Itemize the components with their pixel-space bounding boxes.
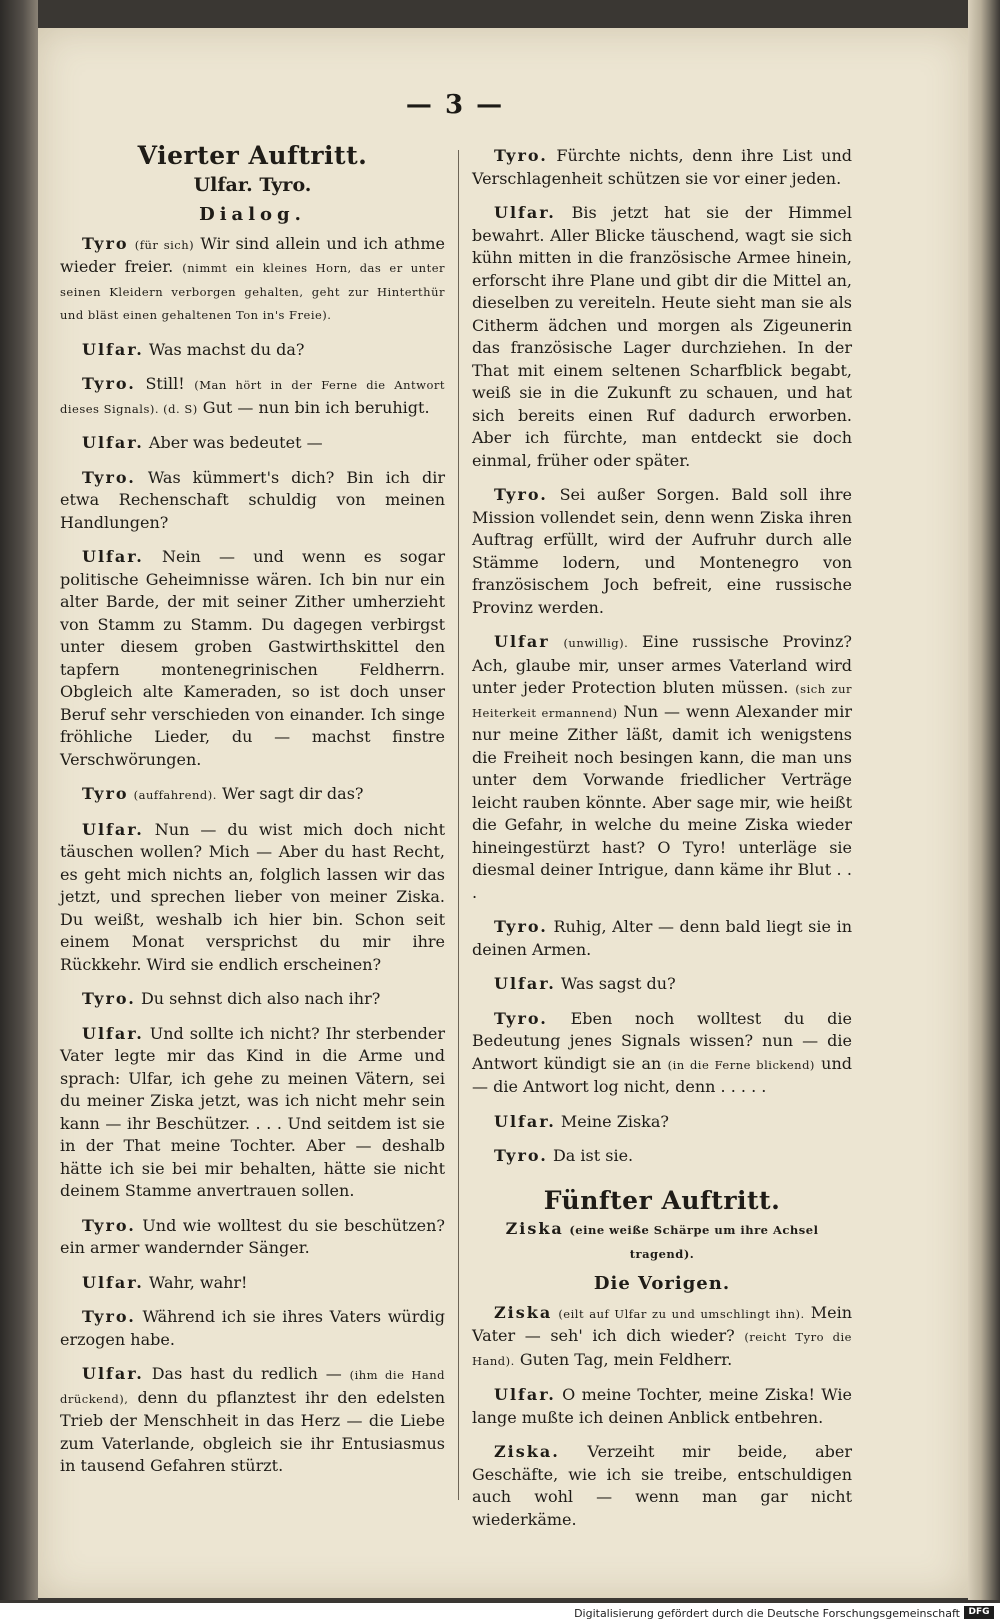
spoken-text: Bis jetzt hat sie der Himmel bewahrt. Aller Blicke täuschend, wagt sie sich kühn mitten in die französische Armee hinein, erforscht ihre Plane und gibt dir die Mittel an, dieselben zu vereiteln. Heute sieht man sie als Citherm ädchen und morgen als Zigeunerin das französische Lager durchziehen. In der That mit einem seltenen Scharfblick begabt, weiß sie in die Zukunft zu schauen, und hat sich bereits einen Ruf dadurch erworben. Aber ich fürchte, man entdeckt sie doch einmal, früher oder später. [472, 203, 852, 470]
speaker-name: Ulfar. [494, 1111, 556, 1131]
speaker-name: Ulfar. [82, 1364, 144, 1383]
speaker-name: Tyro. [494, 485, 548, 504]
dialogue-line [60, 339, 445, 362]
speaker-name: Tyro. [494, 1008, 548, 1028]
spoken-text: Was sagst du? [560, 974, 676, 993]
dialogue-line [472, 202, 852, 472]
spoken-text: Was kümmert's dich? Bin ich dir etwa Rechenschaft schuldig von meinen Handlungen? [60, 467, 445, 532]
speaker-name: Ziska. [494, 1442, 560, 1461]
column-divider [458, 150, 459, 1500]
dialogue-line [472, 1111, 852, 1134]
dialogue-line [472, 1384, 852, 1429]
scene-cast: Ulfar. Tyro. [193, 173, 312, 196]
dialogue-line [472, 1302, 852, 1373]
spoken-text: Du sehnst dich also nach ihr? [140, 989, 381, 1008]
spoken-text: Wir sind allein und ich athme wieder freier. [60, 233, 445, 276]
stage-direction: (auffahrend). [133, 788, 217, 802]
scene-cast [472, 1218, 852, 1265]
speaker-name: Tyro. [494, 1146, 548, 1165]
dialogue-line [472, 916, 852, 961]
stage-direction: (nimmt ein kleines Horn, das er unter seinen Kleidern verborgen gehalten, geht zur Hinterthür und bläst einen gehaltenen Ton in's Freie). [60, 261, 446, 322]
dialogue-line [472, 1441, 852, 1531]
dialogue-line [472, 1145, 852, 1168]
book-spine [0, 0, 38, 1600]
speaker-name: Ulfar. [82, 339, 144, 359]
speaker-name: Tyro. [82, 374, 136, 393]
cast-name: Ziska [505, 1219, 564, 1238]
dialogue-line [472, 484, 852, 619]
speaker-name: Tyro. [82, 467, 136, 487]
scene-title: Fünfter Auftritt. [543, 1185, 781, 1215]
spoken-text: Meine Ziska? [560, 1111, 669, 1131]
speaker-name: Tyro [82, 784, 129, 803]
spoken-text: Das hast du redlich — [151, 1364, 342, 1383]
stage-direction: (eilt auf Ulfar zu und umschlingt ihn). [558, 1306, 805, 1321]
dialogue-line [60, 819, 445, 977]
stage-direction: (unwillig). [563, 636, 629, 650]
speaker-name: Ulfar. [82, 433, 144, 452]
spoken-text: Was machst du da? [148, 339, 305, 359]
spoken-text: Verzeiht mir beide, aber Geschäfte, wie ich sie treibe, entschuldigen auch wohl — wenn man gar nicht wiederkäme. [472, 1442, 852, 1529]
stage-direction: (Man hört in der Ferne die Antwort dieses Signals). (d. S) [60, 378, 446, 416]
spoken-text: Gut — nun bin ich beruhigt. [202, 397, 430, 417]
spoken-text: Und wie wolltest du sie beschützen? ein armer wandernder Sänger. [60, 1215, 445, 1257]
spoken-text: Nun — du wist mich doch nicht täuschen wollen? Mich — Aber du hast Recht, es geht mich nichts an, folglich lassen wir das jetzt, und sprechen lieber von meiner Ziska. Du weißt, weshalb ich hier bin. Schon seit einem Monat versprichst du mir ihre Rückkehr. Wird sie endlich erscheinen? [60, 819, 445, 974]
speaker-name: Tyro [82, 233, 129, 253]
dialogue-list [472, 1302, 852, 1532]
dialogue-line [60, 373, 445, 420]
dialogue-line [60, 783, 445, 807]
spoken-text: Ruhig, Alter — denn bald liegt sie in deinen Armen. [472, 917, 852, 959]
dialogue-line [472, 1008, 852, 1099]
speaker-name: Ulfar. [494, 1385, 556, 1404]
dialogue-line [60, 467, 445, 535]
speaker-name: Tyro. [82, 989, 136, 1008]
stage-direction: (für sich) [134, 237, 195, 252]
dialogue-line [60, 1023, 445, 1203]
spoken-text: Nun — wenn Alexander mir nur meine Zither läßt, damit ich wenigstens die Freiheit noch besingen kann, die man uns unter dem Vorwande friedlicher Verträge leicht rauben könnte. Aber sage mir, wie heißt die Gefahr, in welche du meine Ziska wieder hineingestürzt hast? O Tyro! unterläge sie diesmal deiner Intrigue, dann käme ihr Blut . . . [472, 701, 852, 902]
stage-direction: (ihm die Hand drückend), [60, 1368, 445, 1406]
spoken-text: Und sollte ich nicht? Ihr sterbender Vater legte mir das Kind in die Arme und sprach: Ulfar, ich gehe zu meinen Vätern, sei du meiner Ziska jetzt, was ich nicht mehr sein kann — ihr Beschützer. . . . Und seitdem ist sie in der That meine Tochter. Aber — deshalb hätte ich sie bei mir behalten, hätte sie nicht deinem Stamme anvertrauen sollen. [60, 1023, 445, 1200]
dialogue-line [60, 1215, 445, 1260]
right-column [472, 145, 852, 1543]
speaker-name: Ulfar [494, 632, 550, 651]
spoken-text: Wer sagt dir das? [221, 784, 364, 803]
left-column [60, 141, 446, 1490]
dialogue-line [60, 233, 445, 327]
spoken-text: Aber was bedeutet — [148, 433, 323, 452]
spoken-text: Da ist sie. [552, 1146, 634, 1165]
spoken-text: O meine Tochter, meine Ziska! Wie lange mußte ich deinen Anblick entbehren. [472, 1385, 852, 1427]
dialogue-line [60, 1272, 445, 1295]
speaker-name: Ulfar. [82, 819, 144, 839]
scene-subtitle: Dialog. [199, 204, 306, 225]
dialogue-line [472, 145, 852, 190]
stage-direction: (sich zur Heiterkeit ermannend) [472, 682, 852, 720]
page-number: — 3 — [405, 90, 505, 120]
dfg-logo: DFG [964, 1606, 994, 1619]
spoken-text: Eben noch wolltest du die Bedeutung jenes Signals wissen? nun — die Antwort kündigt sie an [472, 1008, 853, 1073]
dialogue-line [472, 631, 852, 904]
dialogue-line [60, 546, 445, 771]
stage-direction: (reicht Tyro die Hand). [472, 1330, 852, 1368]
spoken-text: Während ich sie ihres Vaters würdig erzogen habe. [60, 1307, 445, 1349]
dialogue-line [60, 988, 445, 1011]
speaker-name: Tyro. [82, 1307, 136, 1326]
speaker-name: Ulfar. [494, 203, 556, 222]
dialogue-list [60, 233, 445, 1478]
spoken-text: Still! [145, 374, 185, 393]
dialogue-list [472, 145, 852, 1168]
footer-credit: Digitalisierung gefördert durch die Deutsche Forschungsgemeinschaft [574, 1607, 960, 1620]
stage-direction: (in die Ferne blickend) [667, 1057, 815, 1072]
footer-bar [0, 1603, 1000, 1623]
spoken-text: Wahr, wahr! [148, 1272, 248, 1292]
scene-subtitle: Die Vorigen. [593, 1273, 731, 1294]
speaker-name: Tyro. [494, 917, 548, 936]
dialogue-line [60, 432, 445, 455]
spoken-text: denn du pflanztest ihr den edelsten Trieb der Menschheit in das Herz — die Liebe zum Vaterlande, obgleich sie ihr Entusiasmus in tausend Gefahren stürzt. [60, 1387, 445, 1475]
spoken-text: Fürchte nichts, denn ihre List und Verschlagenheit schützen sie vor einer jeden. [472, 146, 852, 188]
speaker-name: Ulfar. [82, 1272, 144, 1292]
speaker-name: Tyro. [494, 146, 548, 165]
spoken-text: Sei außer Sorgen. Bald soll ihre Mission vollendet sein, denn wenn Ziska ihren Auftrag erfüllt, wird der Aufruhr durch alle Stämme lodern, und Montenegro von französischem Joch befreit, eine russische Provinz werden. [472, 485, 852, 617]
speaker-name: Tyro. [82, 1215, 136, 1235]
spoken-text: und — die Antwort log nicht, denn . . . . . [472, 1053, 853, 1096]
spoken-text: Eine russische Provinz? Ach, glaube mir, unser armes Vaterland wird unter jeder Protection bluten müssen. [472, 632, 852, 697]
speaker-name: Ulfar. [494, 974, 556, 993]
spoken-text: Mein Vater — seh' ich dich wieder? [472, 1302, 852, 1345]
scene-title: Vierter Auftritt. [137, 141, 368, 170]
speaker-name: Ulfar. [82, 547, 144, 566]
dialogue-line [60, 1363, 445, 1478]
dialogue-line [472, 973, 852, 996]
dialogue-line [60, 1306, 445, 1351]
speaker-name: Ziska [494, 1302, 553, 1322]
stage-direction: (eine weiße Schärpe um ihre Achsel tragend). [569, 1223, 819, 1261]
spoken-text: Nein — und wenn es sogar politische Geheimnisse wären. Ich bin nur ein alter Barde, der mit seiner Zither umherzieht von Stamm zu Stamm. Du dagegen verbirgst unter diesem groben Gastwirthskittel den tapfern montenegrinischen Feldherrn. Obgleich alte Kameraden, so ist doch unser Beruf sehr verschieden von einander. Ich singe fröhliche Lieder, du — machst finstre Verschwörungen. [60, 547, 445, 769]
speaker-name: Ulfar. [82, 1023, 144, 1043]
page-edge [968, 0, 1000, 1600]
spoken-text: Guten Tag, mein Feldherr. [519, 1349, 733, 1369]
